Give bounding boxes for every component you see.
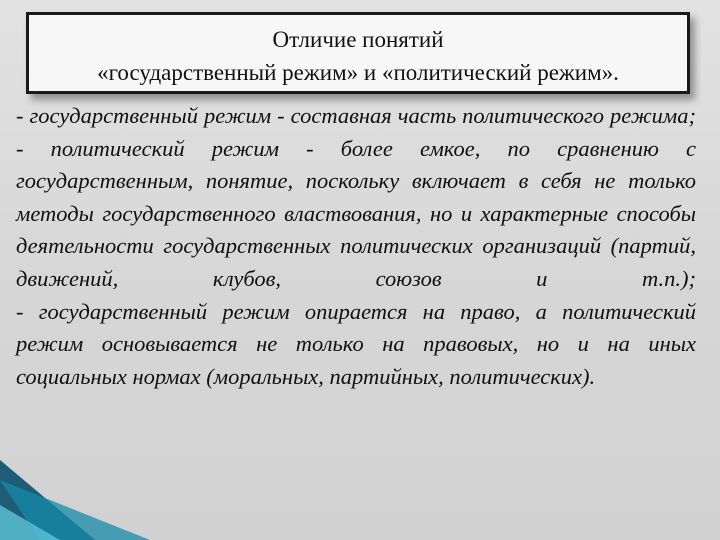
- slide-title-line-1: Отличие понятий: [272, 27, 444, 52]
- slide-title-line-2: «государственный режим» и «политический режим».: [97, 60, 619, 85]
- slide-body: [16, 100, 696, 393]
- paragraph-2: - политический режим - более емкое, по сравнению с государственным, понятие, поскольку включает в себя не только методы государственного властвования, но и характерные способы деятельности государственных политических организаций (партий, движений, клубов, союзов и т.п.);: [16, 135, 696, 291]
- title-box: [26, 12, 690, 94]
- paragraph-3: - государственный режим опирается на право, а политический режим основывается не только на правовых, но и на иных социальных нормах (моральных, партийных, политических).: [16, 298, 696, 389]
- paragraph-1: - государственный режим - составная часть политического режима;: [16, 103, 696, 128]
